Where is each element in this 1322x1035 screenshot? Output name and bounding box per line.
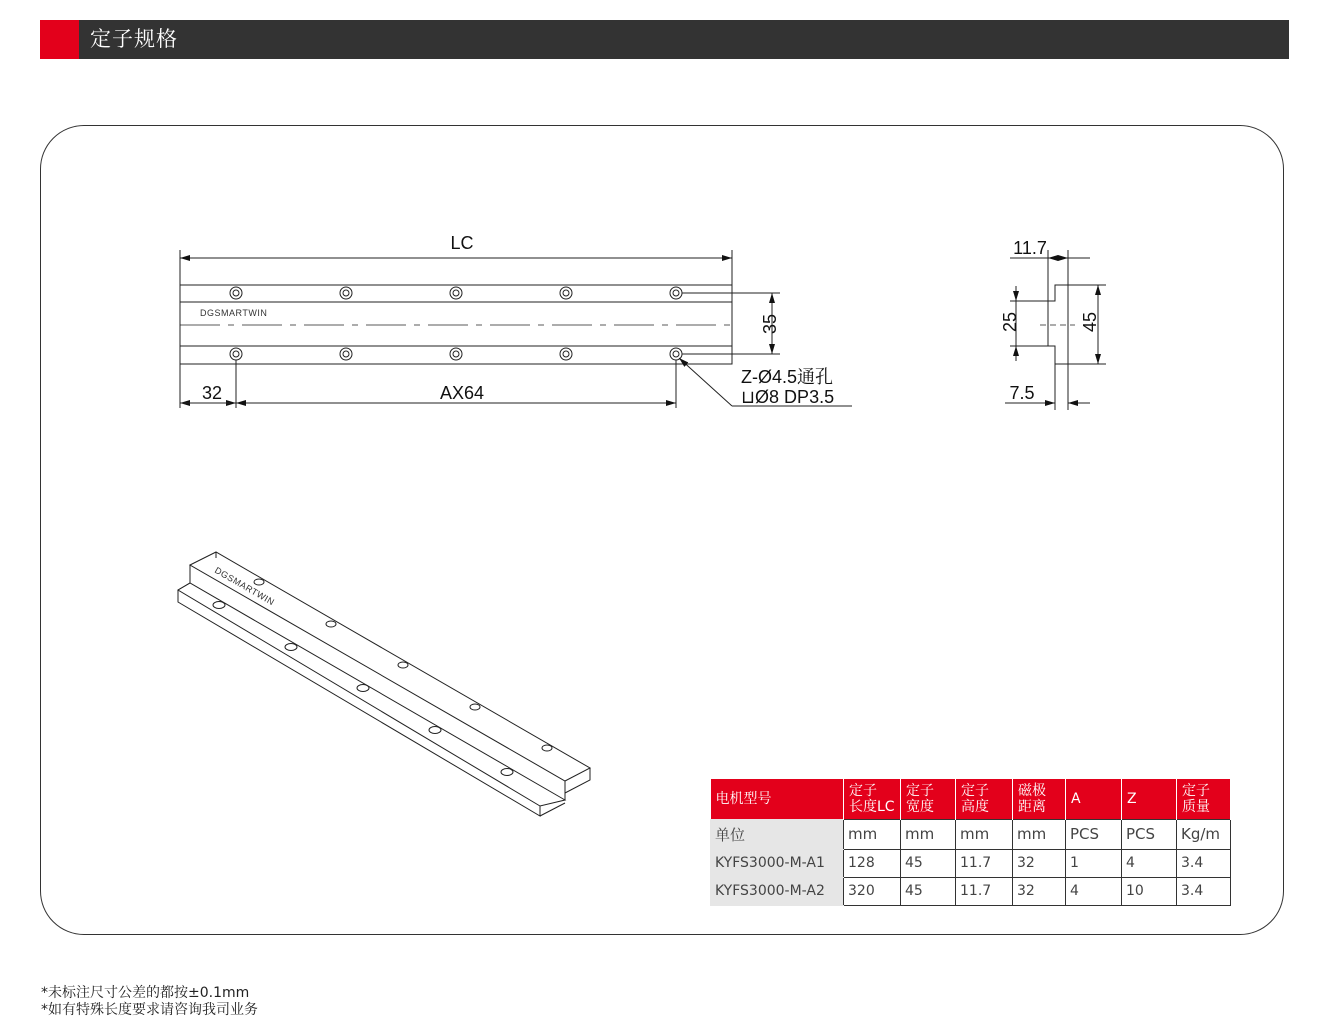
header-pole-pitch: 磁极 距离: [1013, 779, 1066, 819]
dim-25: 25: [1000, 311, 1020, 333]
dim-7-5: 7.5: [1009, 383, 1035, 403]
header-width: 定子 宽度: [901, 779, 956, 819]
header-z: Z: [1122, 779, 1177, 819]
spec-table: [710, 779, 1231, 906]
holes-lower: [230, 348, 682, 360]
section-title: 定子规格: [90, 27, 178, 51]
dim-45: 45: [1080, 311, 1100, 333]
table-unit-row: 单位 mm mm mm mm PCS PCS Kg/m: [711, 819, 1231, 849]
header-mass: 定子 质量: [1177, 779, 1231, 819]
brand-label-iso: DGSMARTWIN: [213, 565, 277, 608]
footnote-tolerance: *未标注尺寸公差的都按±0.1mm: [41, 985, 250, 1001]
hole-note-through: Z-Ø4.5通孔: [741, 367, 834, 387]
dim-lc: LC: [450, 233, 474, 253]
header-a: A: [1066, 779, 1122, 819]
dim-11-7: 11.7: [1013, 238, 1047, 258]
dim-35: 35: [760, 313, 780, 335]
isometric-view: [178, 552, 590, 816]
footnote-custom-length: *如有特殊长度要求请咨询我司业务: [41, 1002, 258, 1018]
table-header-row: [711, 779, 1231, 819]
header-height: 定子 高度: [956, 779, 1013, 819]
brand-label-top: DGSMARTWIN: [200, 308, 268, 318]
footnotes: [41, 985, 258, 1019]
holes-upper: [230, 287, 682, 299]
dim-ax64: AX64: [439, 383, 485, 403]
hole-note-counterbore: ⊔Ø8 DP3.5: [741, 387, 835, 407]
dim-32: 32: [201, 383, 223, 403]
header-model: 电机型号: [711, 779, 844, 819]
table-row: KYFS3000-M-A2 320 45 11.7 32 4 10 3.4: [711, 877, 1231, 905]
stator-profile: [1048, 285, 1068, 364]
header-length: 定子 长度LC: [844, 779, 901, 819]
table-row: KYFS3000-M-A1 128 45 11.7 32 1 4 3.4: [711, 849, 1231, 877]
stator-outline: [180, 285, 732, 364]
